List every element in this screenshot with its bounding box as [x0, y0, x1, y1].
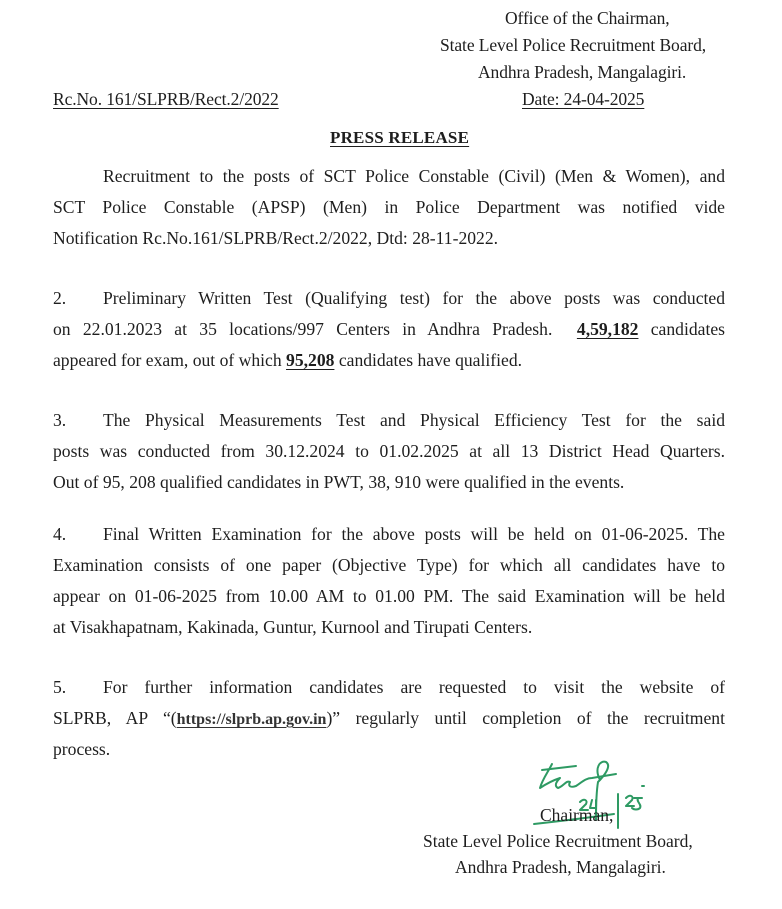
p1-line-3: Notification Rc.No.161/SLPRB/Rect.2/2022, Dtd: 28-11-2022. — [53, 228, 499, 248]
paragraph-4 — [53, 519, 725, 643]
p2-line-1: Preliminary Written Test (Qualifying test) for the above posts was conducted — [103, 288, 725, 308]
p5-line-2-text: SLPRB, AP “( — [53, 708, 177, 728]
signatory-designation: Chairman, — [540, 805, 614, 825]
p2-line-2-end: candidates — [650, 319, 725, 339]
signatory-org-line-2: Andhra Pradesh, Mangalagiri. — [455, 857, 666, 877]
p4-line-2: Examination consists of one paper (Objective Type) for which all candidates have to — [53, 555, 725, 575]
signatory-org-line-1: State Level Police Recruitment Board, — [423, 831, 693, 851]
p2-line-3-text: appeared for exam, out of which — [53, 350, 282, 370]
letter-date: Date: 24-04-2025 — [522, 89, 645, 109]
p2-number: 2. — [53, 288, 67, 308]
p4-line-1: Final Written Examination for the above posts will be held on 01-06-2025. The — [103, 524, 725, 544]
p1-line-1: Recruitment to the posts of SCT Police Constable (Civil) (Men & Women), and — [103, 166, 725, 186]
p4-number: 4. — [53, 524, 67, 544]
reference-number: Rc.No. 161/SLPRB/Rect.2/2022 — [53, 89, 279, 109]
paragraph-5 — [53, 672, 725, 765]
p2-line-3-end: candidates have qualified. — [338, 350, 523, 370]
p5-line-1: For further information candidates are requested to visit the website of — [103, 677, 725, 697]
press-release-title: PRESS RELEASE — [330, 128, 470, 147]
qualified-count: 95,208 — [286, 350, 335, 370]
paragraph-2 — [53, 283, 725, 376]
p2-line-2-text: on 22.01.2023 at 35 locations/997 Centers in Andhra Pradesh. — [53, 319, 553, 339]
paragraph-1 — [53, 161, 725, 254]
p3-line-1: The Physical Measurements Test and Physical Efficiency Test for the said — [103, 410, 725, 430]
p3-line-2: posts was conducted from 30.12.2024 to 01.02.2025 at all 13 District Head Quarters. — [53, 441, 725, 461]
office-line-1: Office of the Chairman, — [505, 8, 670, 28]
p4-line-3: appear on 01-06-2025 from 10.00 AM to 01.00 PM. The said Examination will be held — [53, 586, 725, 606]
website-link[interactable]: https://slprb.ap.gov.in — [176, 711, 327, 728]
p5-line-3: process. — [53, 739, 111, 759]
p5-line-2-end: )” regularly until completion of the recruitment — [326, 708, 725, 728]
appeared-count: 4,59,182 — [576, 319, 639, 339]
office-line-3: Andhra Pradesh, Mangalagiri. — [478, 62, 687, 82]
office-line-2: State Level Police Recruitment Board, — [440, 35, 707, 55]
p4-line-4: at Visakhapatnam, Kakinada, Guntur, Kurnool and Tirupati Centers. — [53, 617, 533, 637]
p5-number: 5. — [53, 677, 67, 697]
p3-line-3: Out of 95, 208 qualified candidates in PWT, 38, 910 were qualified in the events. — [53, 472, 625, 492]
p3-number: 3. — [53, 410, 67, 430]
p1-line-2: SCT Police Constable (APSP) (Men) in Police Department was notified vide — [53, 197, 725, 217]
paragraph-3 — [53, 405, 725, 498]
